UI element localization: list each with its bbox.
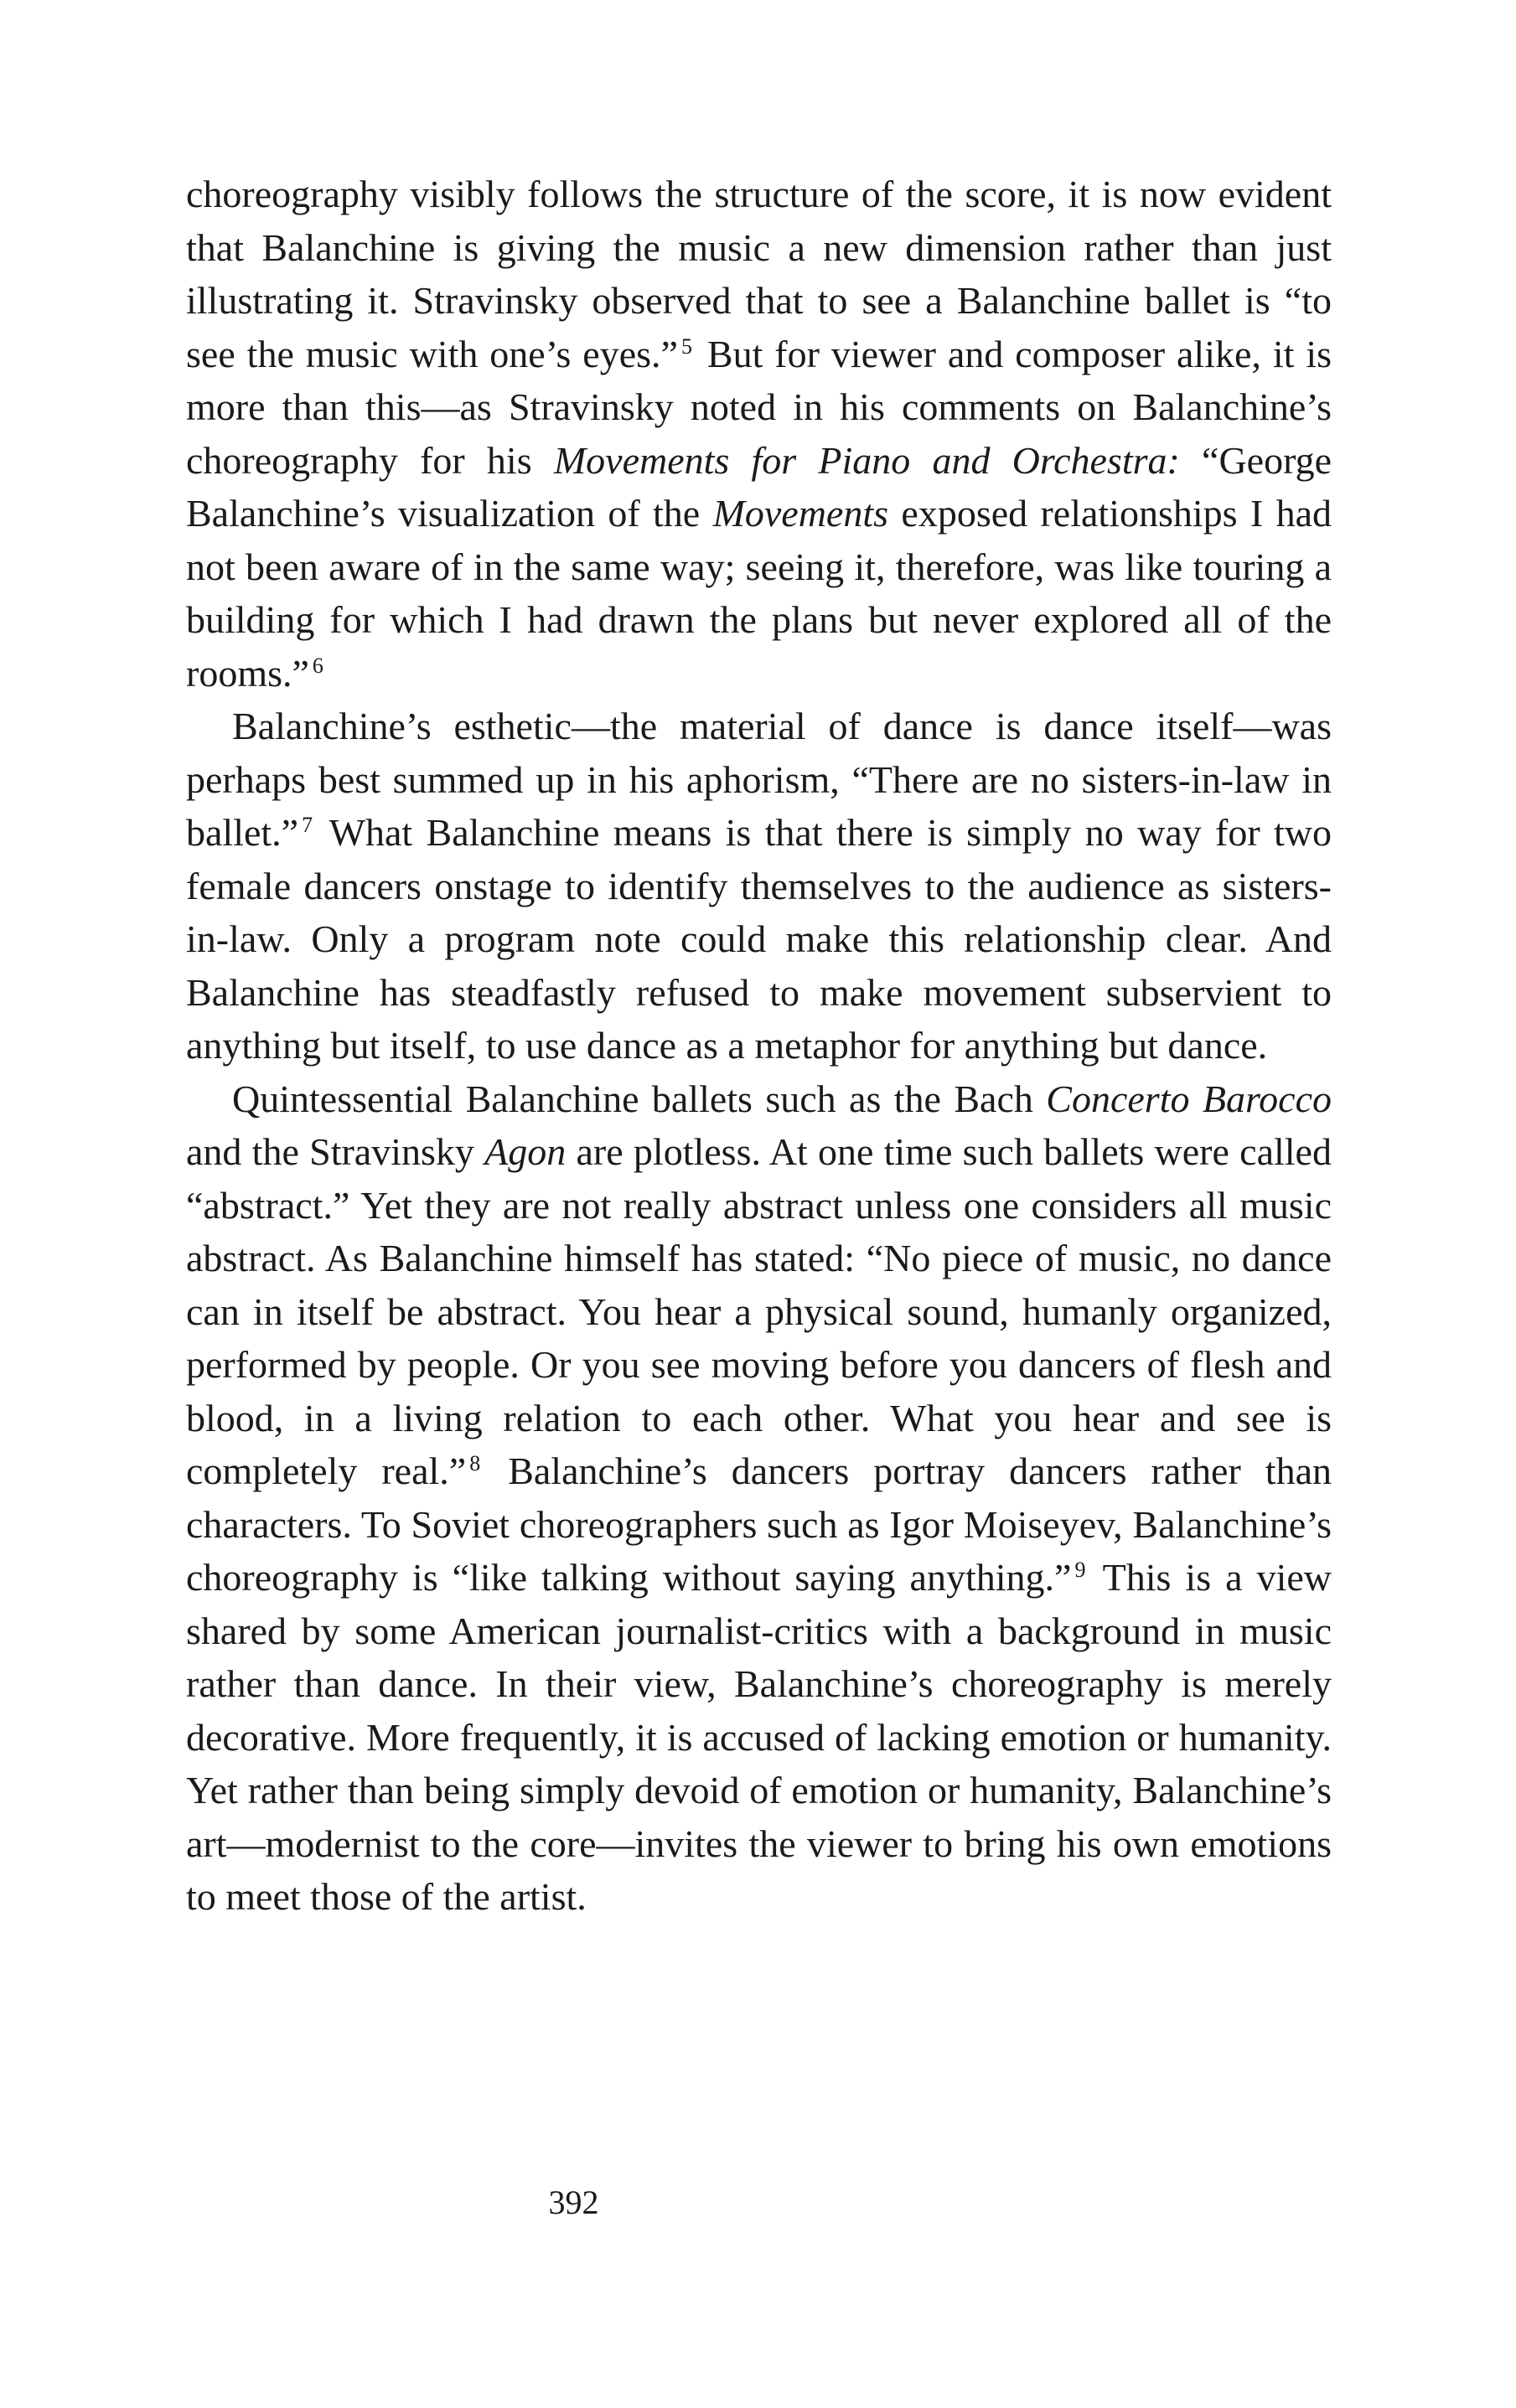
paragraph-2 [186, 700, 1332, 1072]
footnote-marker: 9 [1074, 1558, 1086, 1582]
text-run: Balanchine’s dancers portray dancers rather than characters. To Soviet choreographers such as Igor Moiseyev, Balanchine’s choreography is “like talking without saying anything.” [186, 1449, 1332, 1599]
footnote-marker: 6 [312, 653, 323, 678]
footnote-marker: 7 [302, 813, 313, 837]
italic-title: Agon [484, 1130, 567, 1173]
italic-title: Movements [712, 492, 889, 535]
text-run: But for viewer and composer alike, it is more than this—as Stravinsky noted in his comments on Balanchine’s choreography for his [186, 332, 1332, 482]
body-text [186, 168, 1332, 1924]
page-number: 392 [548, 2183, 599, 2221]
paragraph-3 [186, 1072, 1332, 1924]
paragraph-1 [186, 168, 1332, 700]
text-run: What Balanchine means is that there is simply no way for two female dancers onstage to identify themselves to the audience as sisters-in-law. Only a program note could make this relationship clear. And Balanchine has steadfastly refused to make movement subservient to anything but itself, to use dance as a metaphor for anything but dance. [186, 811, 1332, 1067]
italic-title: Concerto Barocco [1046, 1077, 1332, 1120]
text-run: Quintessential Balanchine ballets such as the Bach [232, 1077, 1047, 1120]
text-run: Balanchine’s esthetic—the material of dance is dance itself—was perhaps best summed up in his aphorism, “There are no sisters-in-law in ballet.” [186, 705, 1332, 854]
text-run: exposed relationships I had not been aware of in the same way; seeing it, therefore, was like touring a building for which I had drawn the plans but never explored all of the rooms.” [186, 492, 1332, 695]
footnote-marker: 8 [469, 1451, 481, 1475]
text-run: This is a view shared by some American journalist-critics with a background in music rather than dance. In their view, Balanchine’s choreography is merely decorative. More frequently, it is accused of lacking emotion or humanity. Yet rather than being simply devoid of emotion or humanity, Balanchine’s art—modernist to the core—invites the viewer to bring his own emotions to meet those of the artist. [186, 1556, 1332, 1918]
text-run: “George Balanchine’s visualization of the [186, 438, 1332, 535]
text-run: choreography visibly follows the structure of the score, it is now evident that Balanchine is giving the music a new dimension rather than just illustrating it. Stravinsky observed that to see a Balanchine ballet is “to see the music with one’s eyes.” [186, 173, 1332, 375]
footnote-marker: 5 [680, 333, 692, 359]
text-run: and the Stravinsky [186, 1130, 485, 1173]
italic-title: Movements for Piano and Orchestra: [553, 438, 1180, 482]
text-run: are plotless. At one time such ballets were called “abstract.” Yet they are not really abstract unless one considers all music abstract. As Balanchine himself has stated: “No piece of music, no dance can in itself be abstract. You hear a physical sound, humanly organized, performed by people. Or you see moving before you dancers of flesh and blood, in a living relation to each other. What you hear and see is completely real.” [186, 1130, 1332, 1492]
